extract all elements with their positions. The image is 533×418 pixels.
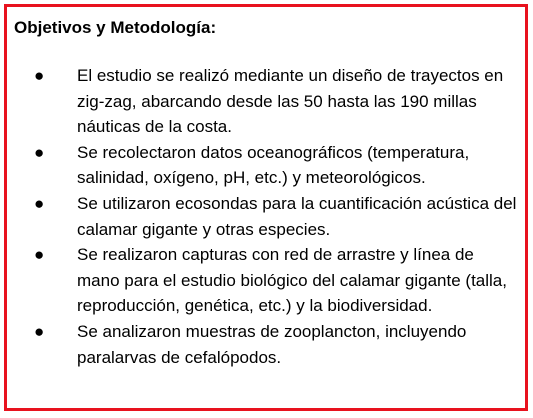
- bullet-icon: ●: [34, 321, 45, 341]
- list-item: [0, 319, 533, 370]
- list-item-text: Se realizaron capturas con red de arrastre y línea de mano para el estudio biológico del calamar gigante (talla, reproducción, genética, etc.) y la biodiversidad.: [77, 245, 507, 316]
- list-item-text: Se recolectaron datos oceanográficos (temperatura, salinidad, oxígeno, pH, etc.) y meteorológicos.: [77, 142, 470, 188]
- list-item: [0, 140, 533, 191]
- list-item: [0, 242, 533, 319]
- bullet-icon: ●: [34, 142, 45, 162]
- bullet-icon: ●: [34, 66, 45, 85]
- bullet-icon: ●: [34, 245, 45, 265]
- list-item-text: Se analizaron muestras de zooplancton, incluyendo paralarvas de cefalópodos.: [77, 321, 467, 367]
- list-item-text: Se utilizaron ecosondas para la cuantificación acústica del calamar gigante y otras especies.: [77, 193, 517, 239]
- section-title: Objetivos y Metodología:: [14, 18, 217, 37]
- list-item: [0, 191, 533, 242]
- list-item: [0, 63, 533, 140]
- bullet-list: [0, 63, 533, 370]
- bullet-icon: ●: [34, 193, 45, 213]
- list-item-text: El estudio se realizó mediante un diseño de trayectos en zig-zag, abarcando desde las 50 hasta las 190 millas náuticas de la costa.: [77, 66, 504, 137]
